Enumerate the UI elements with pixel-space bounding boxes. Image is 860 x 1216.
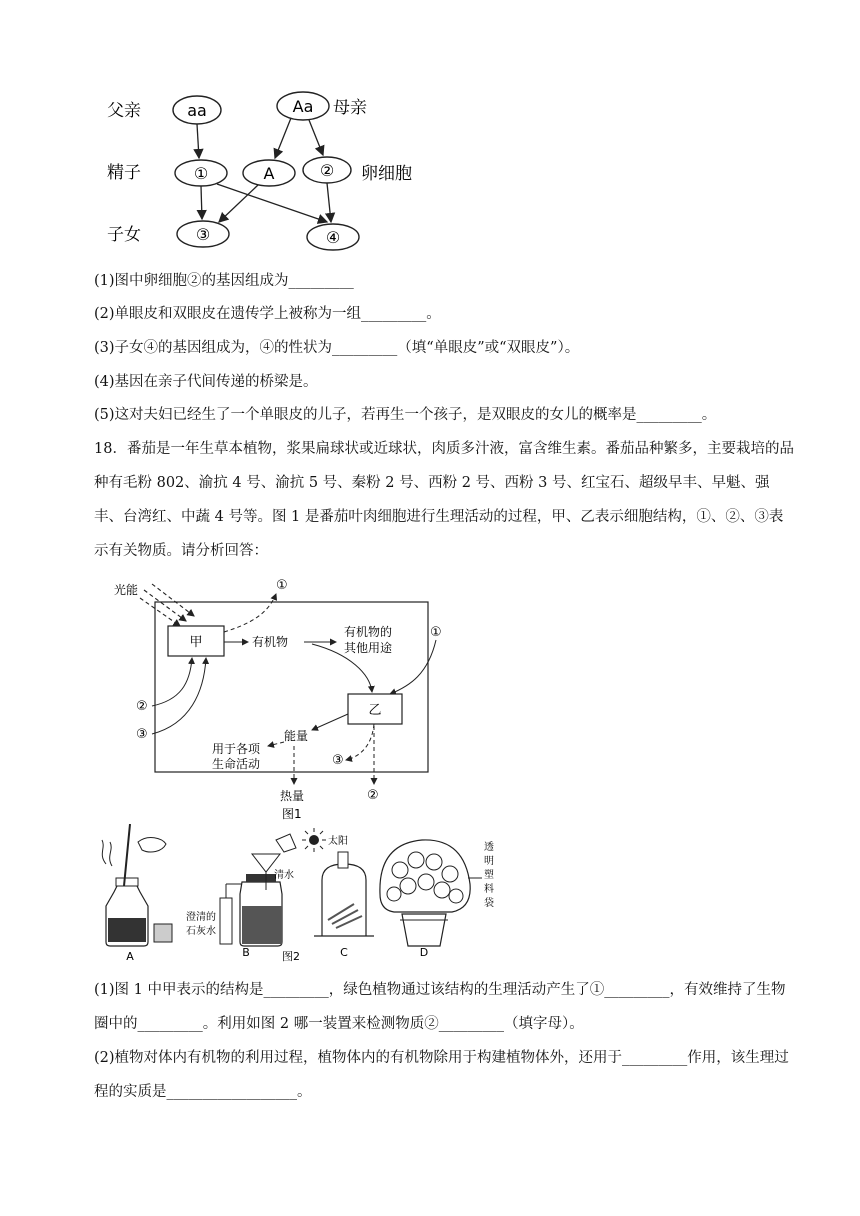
bag-label-5: 袋 [484, 898, 494, 909]
label-a: A [126, 950, 134, 963]
bag-label-3: 塑 [484, 870, 494, 881]
limewater-label-1: 澄清的 [186, 912, 216, 923]
yi-label: 乙 [368, 703, 382, 718]
child-4: ④ [325, 228, 341, 247]
jia-label: 甲 [189, 635, 203, 650]
mother-label: 母亲 [333, 98, 367, 118]
organic-other-1: 有机物的 [344, 625, 393, 639]
q17-item-5: (5)这对夫妇已经生了一个单眼皮的儿子，若再生一个孩子，是双眼皮的女儿的概率是_________。 [94, 407, 717, 423]
substance-3-left: ③ [136, 727, 148, 742]
q17-item-2: (2)单眼皮和双眼皮在遗传学上被称为一组_________。 [94, 306, 441, 322]
figure-1-caption: 图1 [282, 807, 302, 821]
usage-2: 生命活动 [212, 757, 261, 771]
child-3: ③ [195, 225, 211, 244]
light-energy-label: 光能 [114, 583, 139, 597]
two-to-jia-arrow [152, 658, 192, 706]
substance-2-left: ② [136, 699, 148, 714]
label-c: C [340, 946, 348, 959]
q17-item-1: (1)图中卵细胞②的基因组成为_________ [94, 273, 354, 289]
organic-label: 有机物 [252, 635, 289, 649]
substance-2-bottom: ② [367, 788, 379, 803]
sperm-1: ① [193, 164, 209, 183]
sun-icon [309, 835, 319, 845]
father-genotype: aa [187, 101, 207, 120]
substance-1-right: ① [430, 625, 442, 640]
apparatus-d [380, 840, 494, 959]
substance-3-bottom: ③ [332, 753, 344, 768]
egg-label: 卵细胞 [361, 164, 412, 184]
apparatus-b [186, 834, 300, 963]
apparatus-a [102, 824, 172, 963]
jia-to-1-arrow [224, 594, 276, 632]
label-b: B [242, 946, 250, 959]
q17-item-3: (3)子女④的基因组成为，④的性状为_________（填“单眼皮”或“双眼皮”）。 [94, 340, 580, 356]
figure-2 [92, 824, 512, 964]
children-label: 子女 [107, 225, 141, 245]
egg-a: A [263, 164, 275, 183]
q18-question-1: (1)图 1 中甲表示的结构是_________，绿色植物通过该结构的生理活动产生了①_________，有效维持了生物圈中的_________。利用如图 2 哪一装置来检测物质②_________（填字母）。 [94, 982, 786, 1032]
energy-label: 能量 [284, 729, 309, 743]
q17-item-4: (4)基因在亲子代间传递的桥梁是。 [94, 374, 318, 390]
q18-intro: 18．番茄是一年生草本植物，浆果扁球状或近球状，肉质多汁液，富含维生素。番茄品种繁多，主要栽培的品种有毛粉 802、渝抗 4 号、渝抗 5 号、秦粉 2 号、西粉 2 号、西粉 3 号、红宝石、超级早丰、早魁、强丰、台湾红、中蔬 4 号等。图 1 是番茄叶肉细胞进行生理活动的过程，甲、乙表示细胞结构，①、②、③表示有关物质。请分析回答： [94, 441, 794, 559]
energy-to-usage-arrow [268, 742, 284, 746]
yi-to-energy-arrow [312, 714, 348, 730]
three-to-jia-arrow [152, 658, 206, 734]
figure-2-caption: 图2 [282, 950, 300, 963]
organic-other-2: 其他用途 [344, 641, 393, 655]
sun-label: 太阳 [328, 836, 348, 847]
egg-2: ② [319, 161, 335, 180]
clear-water-label: 清水 [274, 870, 294, 881]
father-label: 父亲 [107, 101, 141, 121]
substance-1-top: ① [276, 578, 288, 593]
apparatus-c [302, 828, 374, 959]
label-d: D [419, 946, 429, 959]
bag-label-4: 料 [484, 884, 494, 895]
usage-1: 用于各项 [212, 742, 261, 756]
yi-to-3-arrow [346, 724, 374, 760]
figure-1 [100, 574, 460, 824]
inheritance-diagram [95, 88, 435, 260]
limewater-label-2: 石灰水 [186, 926, 216, 937]
bag-label-1: 透 [484, 842, 494, 853]
q18-question-2: (2)植物对体内有机物的利用过程，植物体内的有机物除用于构建植物体外，还用于_________作用，该生理过程的实质是__________________。 [94, 1050, 789, 1100]
bag-label-2: 明 [484, 856, 494, 867]
heat-label: 热量 [280, 789, 305, 803]
mother-genotype: Aa [292, 97, 314, 116]
light-arrows [140, 584, 194, 626]
one-to-yi-arrow [390, 640, 436, 694]
sperm-label: 精子 [107, 163, 141, 183]
